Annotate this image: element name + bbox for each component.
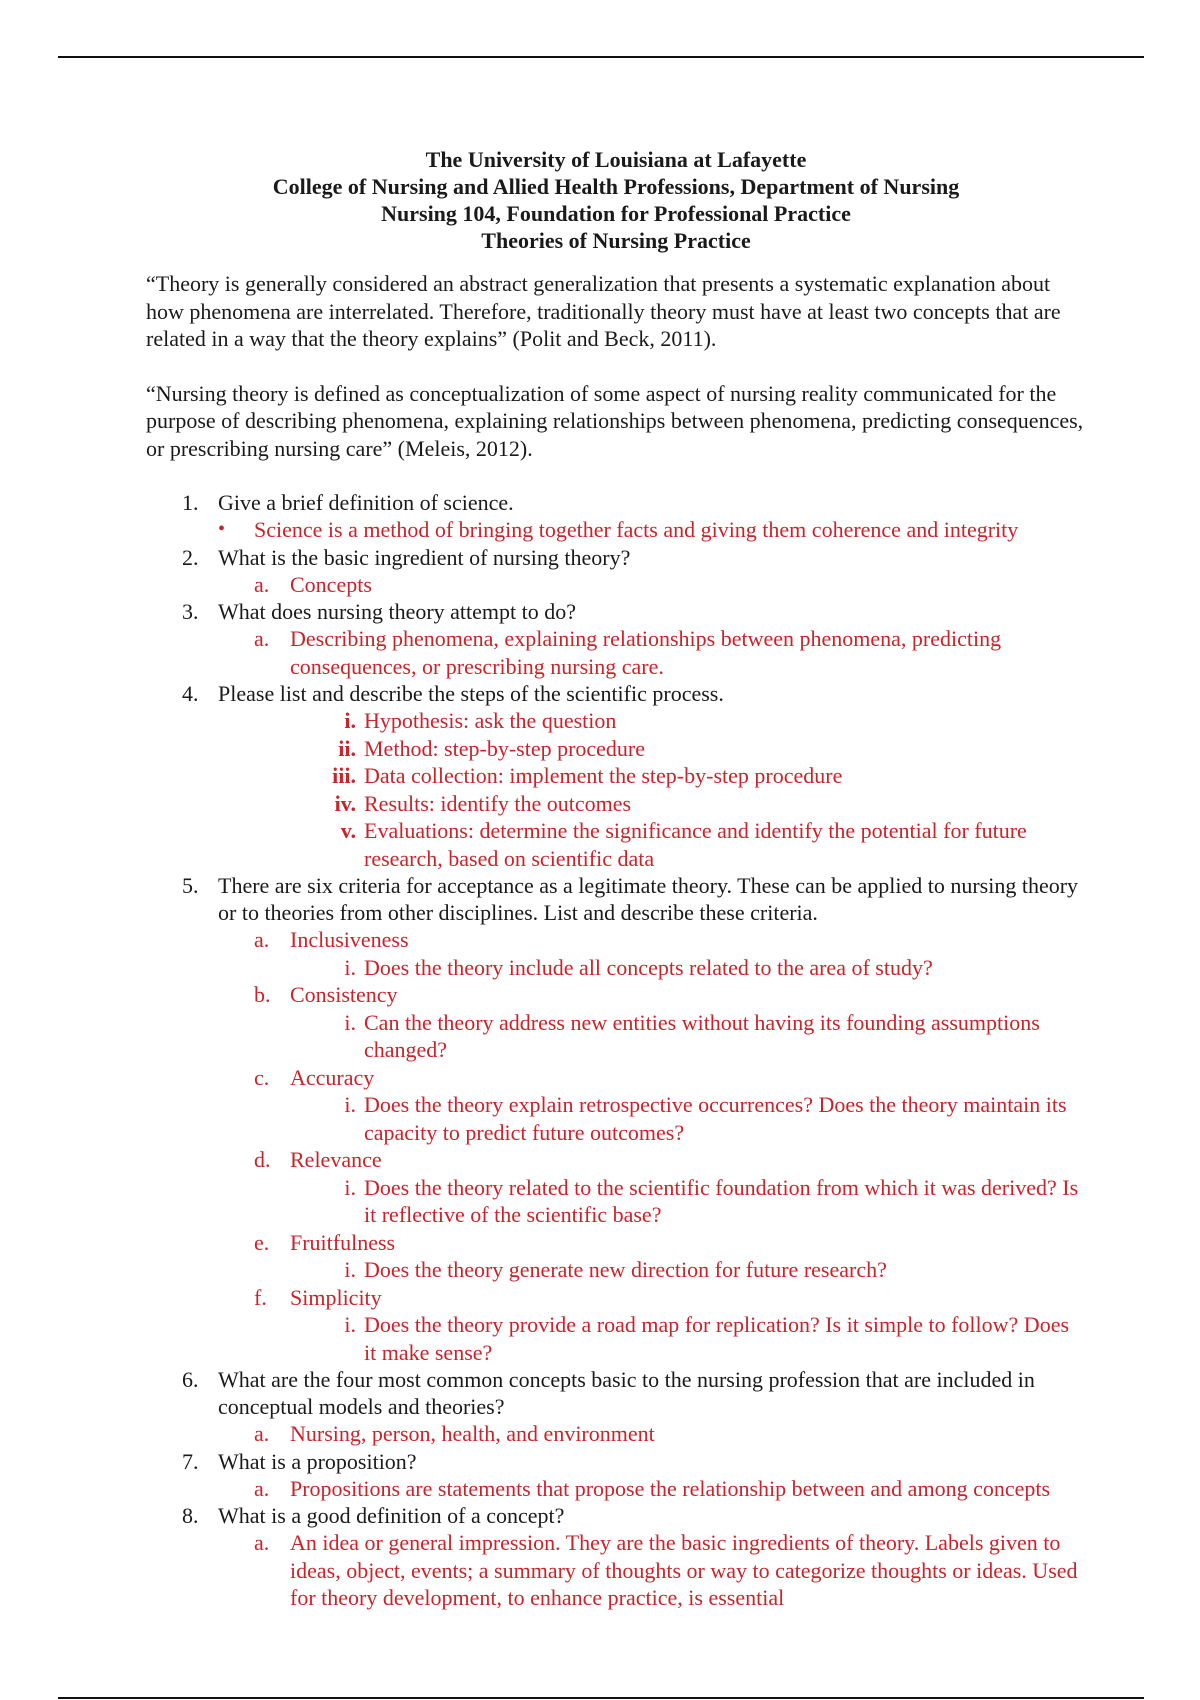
university-name: The University of Louisiana at Lafayette xyxy=(425,147,807,172)
question-number: 7. xyxy=(182,1448,199,1474)
roman-marker: v. xyxy=(340,818,356,843)
criterion xyxy=(146,1064,1086,1092)
answer-3 xyxy=(146,625,1086,680)
criterion-question xyxy=(146,1091,1086,1146)
list-marker: a. xyxy=(254,571,270,597)
question-text: There are six criteria for acceptance as a legitimate theory. These can be applied to nursing theory or to theories from other disciplines. List and describe these criteria. xyxy=(218,873,1079,925)
step-item xyxy=(146,707,1086,735)
question-5 xyxy=(146,872,1086,926)
criterion-question xyxy=(146,954,1086,982)
top-rule xyxy=(58,56,1144,58)
criterion-name: Inclusiveness xyxy=(290,927,409,952)
quote-meleis: “Nursing theory is defined as conceptualization of some aspect of nursing reality communicated for the purpose of describing phenomena, explaining relationships between phenomena, predicting consequences, or prescribing nursing care” (Meleis, 2012). xyxy=(146,380,1084,461)
question-text: What are the four most common concepts basic to the nursing profession that are included in conceptual models and theories? xyxy=(218,1367,1035,1419)
criterion-name: Relevance xyxy=(290,1147,382,1172)
step-item xyxy=(146,762,1086,790)
question-number: 5. xyxy=(182,873,199,898)
document-body xyxy=(146,146,1086,1697)
document-title: Theories of Nursing Practice xyxy=(481,228,751,253)
question-text: What does nursing theory attempt to do? xyxy=(218,599,577,624)
answer-8 xyxy=(146,1529,1086,1612)
roman-marker: iv. xyxy=(334,790,356,816)
question-text: Give a brief definition of science. xyxy=(218,490,514,515)
answer-7 xyxy=(146,1475,1086,1503)
step-item xyxy=(146,817,1086,872)
criterion-name: Fruitfulness xyxy=(290,1229,396,1255)
list-marker: a. xyxy=(254,1421,270,1446)
answer-text: Describing phenomena, explaining relationships between phenomena, predicting consequences, or prescribing nursing care. xyxy=(290,626,1002,679)
roman-marker: i. xyxy=(344,1174,356,1200)
question-number: 8. xyxy=(182,1503,199,1528)
answer-text: An idea or general impression. They are the basic ingredients of theory. Labels given to ideas, object, events; a summary of thoughts or way to categorize thoughts or ideas. Used for theory development, to enhance practice, is essential xyxy=(290,1530,1078,1610)
roman-marker: ii. xyxy=(338,735,356,761)
step-item xyxy=(146,735,1086,763)
quote-polit-beck: “Theory is generally considered an abstract generalization that presents a systematic explanation about how phenomena are interrelated. Therefore, traditionally theory must have at least two concepts that are related in a way that the theory explains” (Polit and Beck, 2011). xyxy=(146,271,1061,351)
criterion-question xyxy=(146,1009,1086,1064)
criterion-name: Simplicity xyxy=(290,1284,382,1310)
step-text: Hypothesis: ask the question xyxy=(364,708,617,733)
answer-1 xyxy=(146,516,1086,544)
criterion-question xyxy=(146,1256,1086,1284)
criterion-question-text: Does the theory explain retrospective occurrences? Does the theory maintain its capacity to predict future outcomes? xyxy=(364,1092,1067,1145)
question-number: 4. xyxy=(182,681,199,706)
criterion-question-text: Can the theory address new entities without having its founding assumptions changed? xyxy=(364,1009,1040,1062)
step-text: Data collection: implement the step-by-step procedure xyxy=(364,763,843,788)
bullet-marker: • xyxy=(218,518,226,540)
question-number: 1. xyxy=(182,490,199,515)
list-marker: a. xyxy=(254,1475,270,1501)
question-number: 2. xyxy=(182,544,199,570)
answer-text: Concepts xyxy=(290,571,372,597)
criterion xyxy=(146,1146,1086,1174)
roman-marker: iii. xyxy=(332,763,356,788)
list-marker: b. xyxy=(254,982,271,1007)
list-marker: c. xyxy=(254,1064,270,1090)
list-marker: a. xyxy=(254,1530,270,1555)
answer-text: Science is a method of bringing together facts and giving them coherence and integrity xyxy=(254,517,1019,542)
question-text: Please list and describe the steps of the scientific process. xyxy=(218,681,724,706)
question-8 xyxy=(146,1502,1086,1529)
criterion-question-text: Does the theory generate new direction for future research? xyxy=(364,1257,887,1282)
answer-6 xyxy=(146,1420,1086,1448)
criterion xyxy=(146,981,1086,1009)
criterion-name: Accuracy xyxy=(290,1064,375,1090)
step-text: Method: step-by-step procedure xyxy=(364,735,646,761)
list-marker: a. xyxy=(254,626,270,651)
question-1 xyxy=(146,489,1086,516)
criterion xyxy=(146,926,1086,954)
step-item xyxy=(146,790,1086,818)
question-2 xyxy=(146,544,1086,571)
criterion-question xyxy=(146,1174,1086,1229)
question-7 xyxy=(146,1448,1086,1475)
question-3 xyxy=(146,598,1086,625)
roman-marker: i. xyxy=(344,1257,356,1282)
college-name: College of Nursing and Allied Health Professions, Department of Nursing xyxy=(272,174,960,199)
list-marker: d. xyxy=(254,1147,271,1172)
roman-marker: i. xyxy=(344,954,356,980)
step-text: Results: identify the outcomes xyxy=(364,790,632,816)
roman-marker: i. xyxy=(344,1009,356,1035)
question-number: 3. xyxy=(182,599,199,624)
question-6 xyxy=(146,1366,1086,1420)
course-name: Nursing 104, Foundation for Professional Practice xyxy=(381,201,851,226)
list-marker: f. xyxy=(254,1284,267,1310)
criterion-question-text: Does the theory include all concepts related to the area of study? xyxy=(364,954,933,980)
list-marker: e. xyxy=(254,1229,270,1255)
answer-text: Propositions are statements that propose the relationship between and among concepts xyxy=(290,1475,1051,1501)
roman-marker: i. xyxy=(344,708,356,733)
criterion-name: Consistency xyxy=(290,982,398,1007)
document-header xyxy=(146,146,1086,254)
question-text: What is a proposition? xyxy=(218,1448,417,1474)
answer-text: Nursing, person, health, and environment xyxy=(290,1421,655,1446)
roman-marker: i. xyxy=(344,1092,356,1117)
question-text: What is the basic ingredient of nursing theory? xyxy=(218,544,631,570)
criterion xyxy=(146,1284,1086,1312)
question-number: 6. xyxy=(182,1367,199,1392)
step-text: Evaluations: determine the significance and identify the potential for future research, based on scientific data xyxy=(364,818,1027,871)
question-text: What is a good definition of a concept? xyxy=(218,1503,565,1528)
criterion-question-text: Does the theory related to the scientific foundation from which it was derived? Is it reflective of the scientific base? xyxy=(364,1174,1079,1227)
bottom-rule xyxy=(58,1697,1144,1699)
question-4 xyxy=(146,680,1086,707)
criterion-question xyxy=(146,1311,1086,1366)
roman-marker: i. xyxy=(344,1312,356,1337)
answer-2 xyxy=(146,571,1086,599)
criterion xyxy=(146,1229,1086,1257)
criterion-question-text: Does the theory provide a road map for replication? Is it simple to follow? Does it make sense? xyxy=(364,1312,1070,1365)
list-marker: a. xyxy=(254,927,270,952)
